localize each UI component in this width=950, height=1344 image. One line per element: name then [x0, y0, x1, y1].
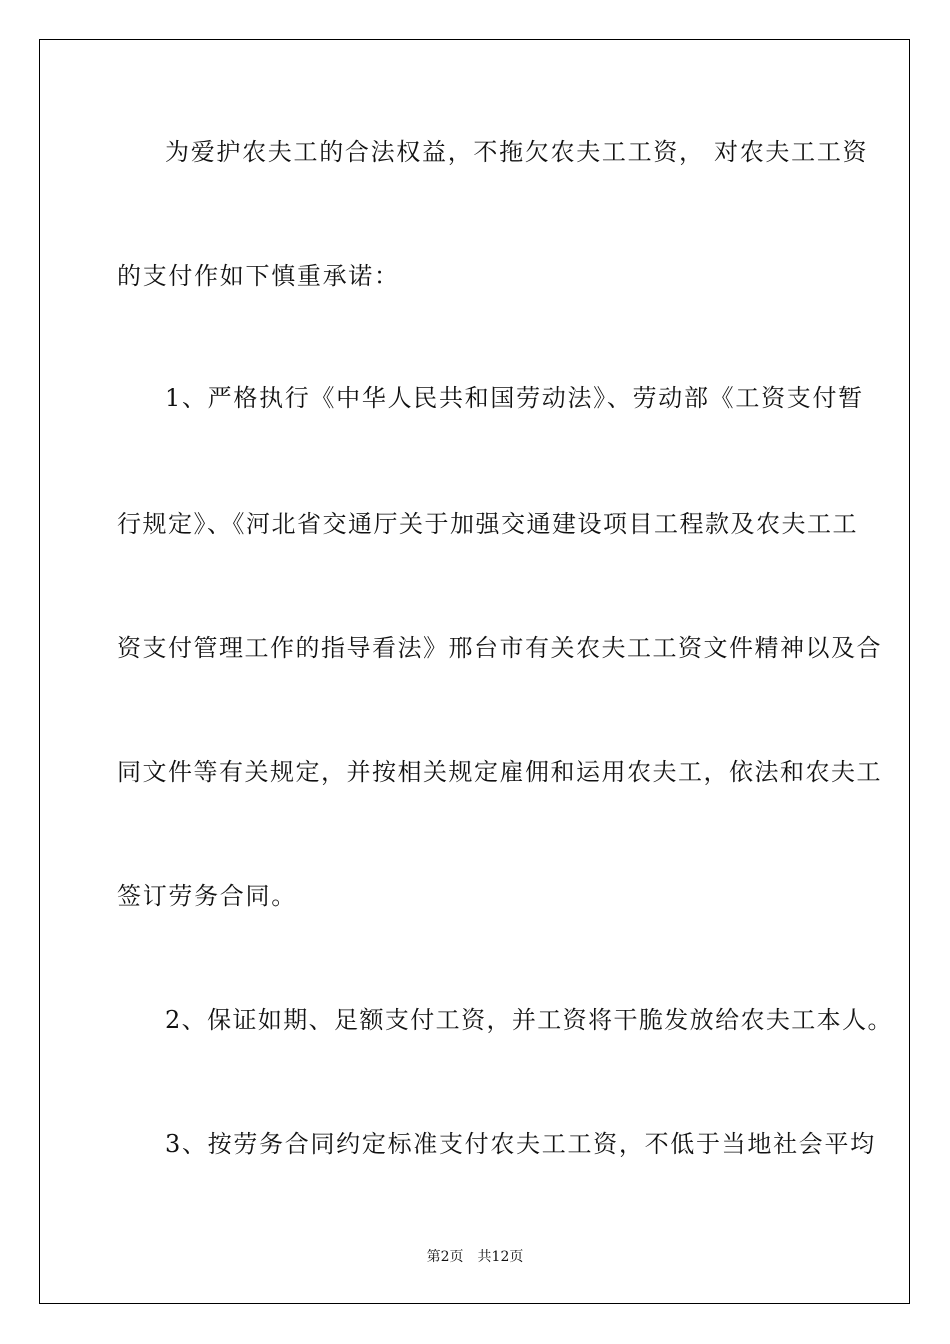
paragraph-line-8: 2、保证如期、足额支付工资，并工资将干脆发放给农夫工本人。 [165, 1006, 893, 1034]
paragraph-line-6: 同文件等有关规定，并按相关规定雇佣和运用农夫工，依法和农夫工 [117, 758, 882, 786]
page-footer [0, 1248, 950, 1266]
page-total: 共12页 [477, 1249, 524, 1265]
paragraph-line-7: 签订劳务合同。 [117, 882, 297, 910]
paragraph-line-9: 3、按劳务合同约定标准支付农夫工工资，不低于当地社会平均 [165, 1130, 876, 1158]
page-border [39, 39, 910, 1304]
paragraph-line-1: 为爱护农夫工的合法权益，不拖欠农夫工工资， 对农夫工工资 [165, 138, 869, 166]
paragraph-line-3: 1、严格执行《中华人民共和国劳动法》、劳动部《工资支付暂 [165, 384, 864, 412]
paragraph-line-4: 行规定》、《河北省交通厅关于加强交通建设项目工程款及农夫工工 [117, 510, 858, 538]
paragraph-line-5: 资支付管理工作的指导看法》邢台市有关农夫工工资文件精神以及合 [117, 634, 882, 662]
paragraph-line-2: 的支付作如下慎重承诺： [117, 262, 400, 290]
page-number: 第2页 [426, 1249, 464, 1265]
